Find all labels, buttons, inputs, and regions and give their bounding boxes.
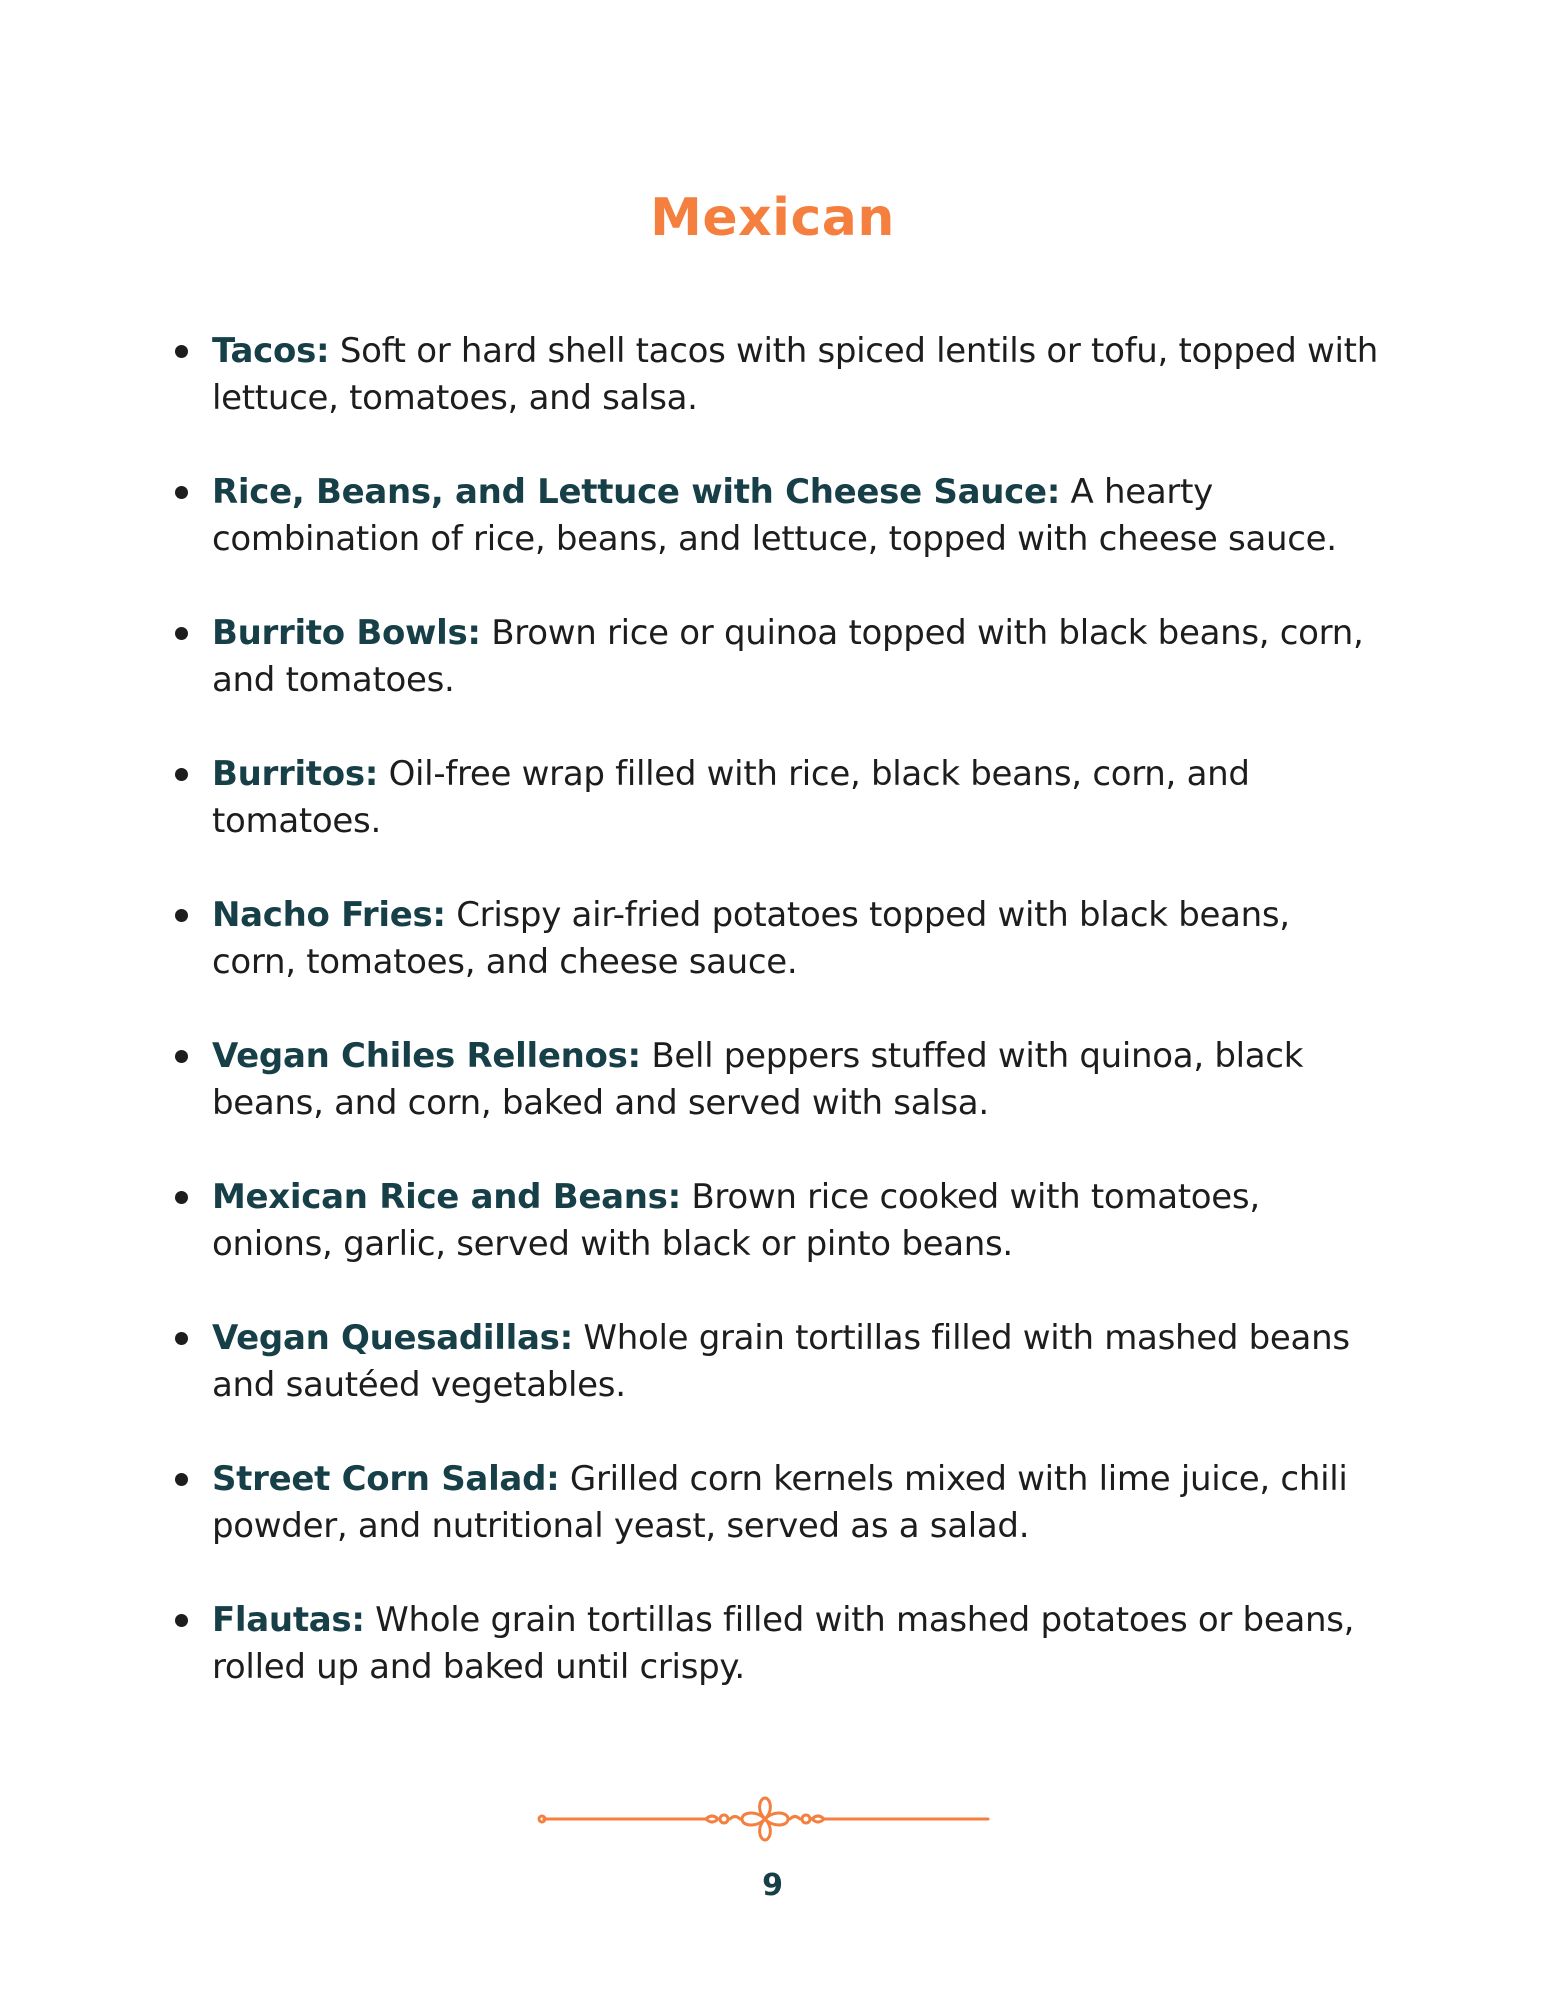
page-title: Mexican xyxy=(650,188,895,248)
dish-description: A hearty combination of rice, beans, and lettuce, topped with cheese sauce. xyxy=(212,472,1337,559)
dish-name: Rice, Beans, and Lettuce with Cheese Sauce: xyxy=(212,472,1061,512)
dish-name: Burritos: xyxy=(212,754,379,794)
dish-name: Flautas: xyxy=(212,1600,365,1640)
bullet-icon xyxy=(175,627,188,640)
dish-description: Oil-free wrap filled with rice, black beans, corn, and tomatoes. xyxy=(212,754,1250,841)
bullet-icon xyxy=(175,1191,188,1204)
dish-description: Whole grain tortillas filled with mashed potatoes or beans, rolled up and baked until crispy. xyxy=(212,1600,1355,1687)
menu-list xyxy=(212,328,1382,1738)
list-item xyxy=(212,610,1382,704)
dish-name: Nacho Fries: xyxy=(212,895,446,935)
dish-description: Crispy air-fried potatoes topped with black beans, corn, tomatoes, and cheese sauce. xyxy=(212,895,1290,982)
dish-name: Vegan Quesadillas: xyxy=(212,1318,573,1358)
list-item xyxy=(212,1597,1382,1691)
list-item xyxy=(212,1174,1382,1268)
bullet-icon xyxy=(175,486,188,499)
dish-description: Brown rice cooked with tomatoes, onions, garlic, served with black or pinto beans. xyxy=(212,1177,1260,1264)
list-item xyxy=(212,892,1382,986)
list-item xyxy=(212,751,1382,845)
list-item xyxy=(212,1456,1382,1550)
dish-description: Whole grain tortillas filled with mashed beans and sautéed vegetables. xyxy=(212,1318,1350,1405)
bullet-icon xyxy=(175,1050,188,1063)
bullet-icon xyxy=(175,1473,188,1486)
list-item xyxy=(212,1315,1382,1409)
dish-description: Bell peppers stuffed with quinoa, black beans, and corn, baked and served with salsa. xyxy=(212,1036,1304,1123)
bullet-icon xyxy=(175,345,188,358)
list-item xyxy=(212,328,1382,422)
dish-description: Soft or hard shell tacos with spiced lentils or tofu, topped with lettuce, tomatoes, and salsa. xyxy=(212,331,1378,418)
dish-description: Grilled corn kernels mixed with lime juice, chili powder, and nutritional yeast, served as a salad. xyxy=(212,1459,1348,1546)
dish-name: Burrito Bowls: xyxy=(212,613,481,653)
dish-description: Brown rice or quinoa topped with black beans, corn, and tomatoes. xyxy=(212,613,1364,700)
bullet-icon xyxy=(175,1614,188,1627)
list-item xyxy=(212,469,1382,563)
bullet-icon xyxy=(175,768,188,781)
list-item xyxy=(212,1033,1382,1127)
page-number: 9 xyxy=(762,1868,783,1903)
dish-name: Tacos: xyxy=(212,331,330,371)
bullet-icon xyxy=(175,909,188,922)
dish-name: Mexican Rice and Beans: xyxy=(212,1177,681,1217)
dish-name: Vegan Chiles Rellenos: xyxy=(212,1036,641,1076)
flourish-divider-icon xyxy=(534,1796,996,1842)
dish-name: Street Corn Salad: xyxy=(212,1459,560,1499)
bullet-icon xyxy=(175,1332,188,1345)
